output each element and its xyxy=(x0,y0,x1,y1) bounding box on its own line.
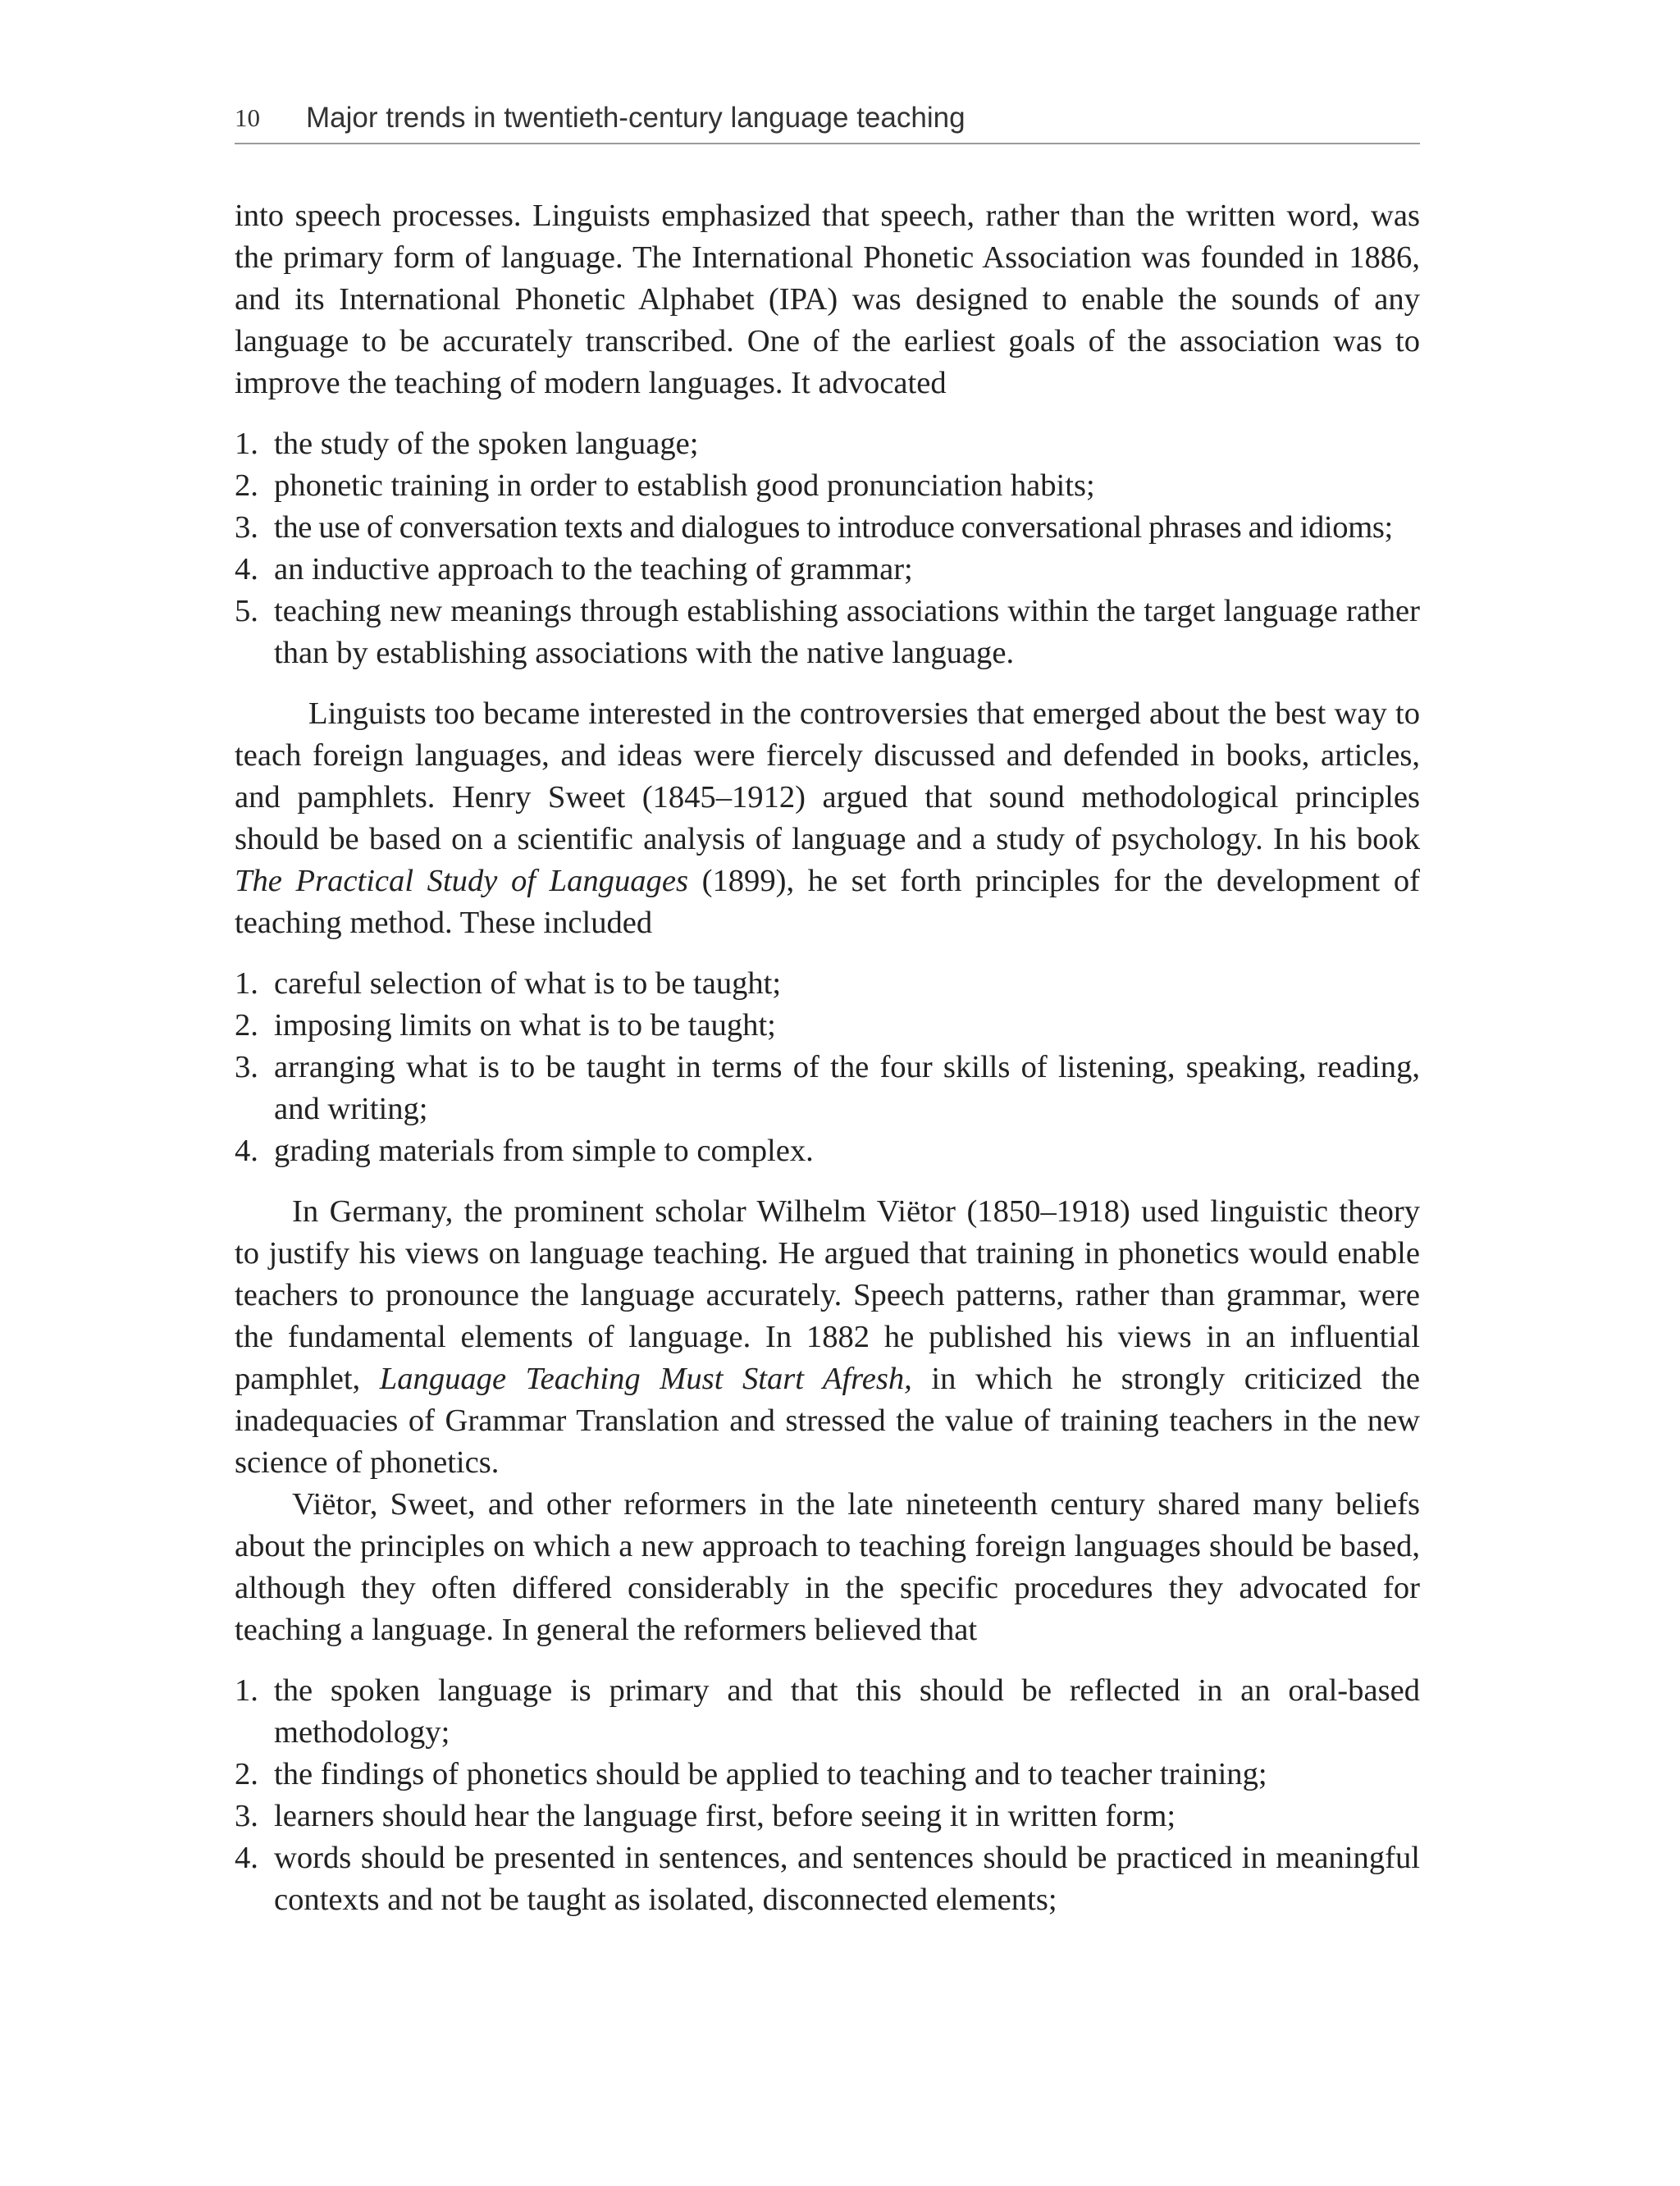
list-number: 1. xyxy=(235,966,258,1001)
book-title-practical-study: The Practical Study of Languages xyxy=(235,864,688,898)
list-number: 3. xyxy=(235,510,258,545)
paragraph-3 xyxy=(235,1191,1420,1484)
list-item-text: the study of the spoken language; xyxy=(274,427,699,461)
list-item-text: words should be presented in sentences, and sentences should be practiced in meaningful contexts and not be taught as isolated, disconnected elements; xyxy=(274,1841,1420,1917)
page-number: 10 xyxy=(235,103,260,132)
list-number: 4. xyxy=(235,1841,258,1875)
paragraph-3-text-b: in which he strongly criticized the inadequacies of Grammar Translation and stressed the value of training teachers in the new science of phonetics. xyxy=(235,1362,1420,1480)
list-item xyxy=(235,1047,1420,1130)
list-number: 1. xyxy=(235,1673,258,1708)
list-item-text: learners should hear the language first, before seeing it in written form; xyxy=(274,1799,1176,1833)
list-item-text: arranging what is to be taught in terms of the four skills of listening, speaking, reading, and writing; xyxy=(274,1050,1420,1126)
paragraph-2-text-a: Linguists too became interested in the controversies that emerged about the best way to teach foreign languages, and ideas were fiercely discussed and defended in books, articles, and pamphlets. Henry Sweet (1845–1912) argued that sound methodological principles should be based on a scientific analysis of language and a study of psychology. In his book xyxy=(235,696,1420,856)
list-number: 3. xyxy=(235,1050,258,1084)
list-item-text: grading materials from simple to complex. xyxy=(274,1134,814,1168)
list-item xyxy=(235,423,1420,465)
paragraph-2 xyxy=(235,693,1420,944)
body-text xyxy=(235,195,1420,1940)
paragraph-2-text-b: (1899), he set forth principles for the development of teaching method. These included xyxy=(235,864,1421,940)
list-item xyxy=(235,1754,1420,1796)
list-item xyxy=(235,507,1420,549)
list-item xyxy=(235,1837,1420,1921)
reformers-beliefs-list xyxy=(235,1670,1420,1921)
list-item-text: an inductive approach to the teaching of grammar; xyxy=(274,552,913,586)
list-item-text: the spoken language is primary and that this should be reflected in an oral-based methodology; xyxy=(274,1673,1420,1750)
ipa-advocated-list xyxy=(235,423,1420,674)
list-number: 1. xyxy=(235,427,258,461)
list-number: 3. xyxy=(235,1799,258,1833)
list-number: 2. xyxy=(235,468,258,503)
list-item-text: the findings of phonetics should be applied to teaching and to teacher training; xyxy=(274,1757,1267,1791)
pamphlet-title-start-afresh: Language Teaching Must Start Afresh, xyxy=(379,1362,912,1396)
list-number: 4. xyxy=(235,552,258,586)
list-item-text: careful selection of what is to be taught; xyxy=(274,966,782,1001)
list-item xyxy=(235,549,1420,591)
list-item xyxy=(235,591,1420,674)
list-item xyxy=(235,1005,1420,1047)
running-title: Major trends in twentieth-century language teaching xyxy=(306,102,966,134)
list-item-text: imposing limits on what is to be taught; xyxy=(274,1008,776,1043)
list-item-text: phonetic training in order to establish good pronunciation habits; xyxy=(274,468,1095,503)
list-item xyxy=(235,1796,1420,1837)
list-item xyxy=(235,963,1420,1005)
list-number: 4. xyxy=(235,1134,258,1168)
list-item xyxy=(235,1670,1420,1754)
list-number: 2. xyxy=(235,1008,258,1043)
paragraph-3-text-a: In Germany, the prominent scholar Wilhelm Viëtor (1850–1918) used linguistic theory to justify his views on language teaching. He argued that training in phonetics would enable teachers to pronounce the language accurately. Speech patterns, rather than grammar, were the fundamental elements of language. In 1882 he published his views in an influential pamphlet, xyxy=(235,1194,1420,1396)
list-item xyxy=(235,1130,1420,1172)
list-item-text: the use of conversation texts and dialogues to introduce conversational phrases and idioms; xyxy=(274,510,1393,545)
sweet-principles-list xyxy=(235,963,1420,1172)
list-item-text: teaching new meanings through establishing associations within the target language rather than by establishing associations with the native language. xyxy=(274,594,1420,670)
paragraph-4: Viëtor, Sweet, and other reformers in the late nineteenth century shared many beliefs about the principles on which a new approach to teaching foreign languages should be based, although they often differed considerably in the specific procedures they advocated for teaching a language. In general the reformers believed that xyxy=(235,1487,1420,1647)
list-item xyxy=(235,465,1420,507)
list-number: 2. xyxy=(235,1757,258,1791)
list-number: 5. xyxy=(235,594,258,628)
running-head xyxy=(235,100,1420,144)
paragraph-1: into speech processes. Linguists emphasized that speech, rather than the written word, was the primary form of language. The International Phonetic Association was founded in 1886, and its International Phonetic Alphabet (IPA) was designed to enable the sounds of any language to be accurately transcribed. One of the earliest goals of the association was to improve the teaching of modern languages. It advocated xyxy=(235,199,1420,400)
